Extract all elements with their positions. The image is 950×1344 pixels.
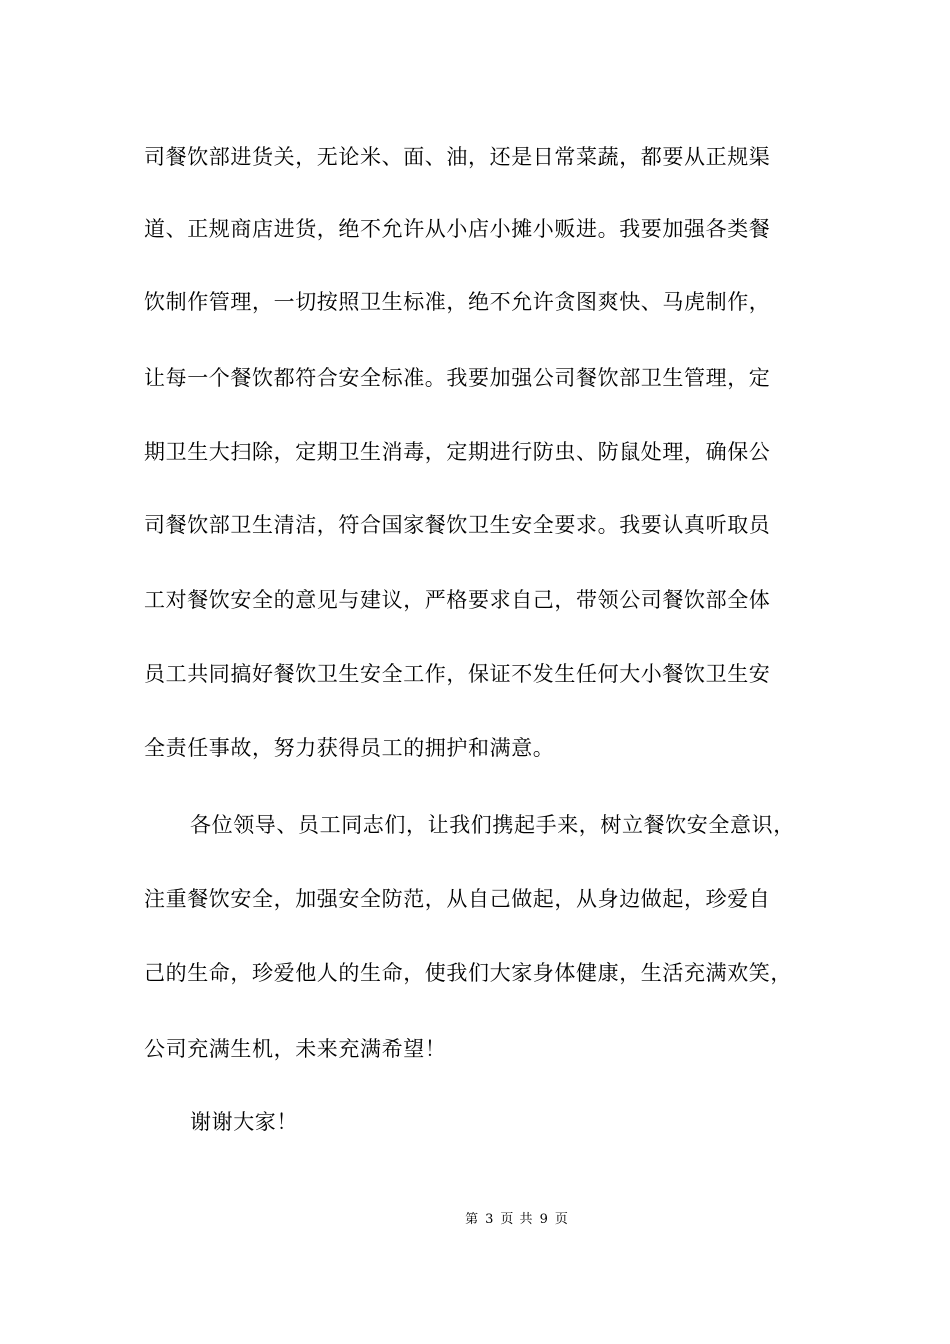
paragraph-2-line-3: 己的生命，珍爱他人的生命，使我们大家身体健康，生活充满欢笑， — [144, 961, 792, 985]
footer-middle: 页 共 — [500, 1212, 534, 1227]
paragraph-2-line-1: 各位领导、员工同志们，让我们携起手来，树立餐饮安全意识， — [190, 813, 795, 837]
paragraph-2-line-2: 注重餐饮安全，加强安全防范，从自己做起，从身边做起，珍爱自 — [144, 887, 771, 911]
paragraph-1-line-4: 让每一个餐饮都符合安全标准。我要加强公司餐饮部卫生管理，定 — [144, 366, 771, 390]
footer-current-page: 3 — [485, 1212, 495, 1227]
paragraph-1-line-1: 司餐饮部进货关，无论米、面、油，还是日常菜蔬，都要从正规渠 — [144, 145, 771, 169]
paragraph-1-line-5: 期卫生大扫除，定期卫生消毒，定期进行防虫、防鼠处理，确保公 — [144, 440, 771, 464]
paragraph-1-line-6: 司餐饮部卫生清洁，符合国家餐饮卫生安全要求。我要认真听取员 — [144, 513, 771, 537]
closing-line: 谢谢大家！ — [190, 1110, 298, 1134]
paragraph-1-line-9: 全责任事故，努力获得员工的拥护和满意。 — [144, 736, 555, 760]
paragraph-2-line-4: 公司充满生机，未来充满希望！ — [144, 1037, 447, 1061]
paragraph-1-line-8: 员工共同搞好餐饮卫生安全工作，保证不发生任何大小餐饮卫生安 — [144, 662, 771, 686]
footer-total-pages: 9 — [539, 1212, 549, 1227]
paragraph-1-line-2: 道、正规商店进货，绝不允许从小店小摊小贩进。我要加强各类餐 — [144, 217, 771, 241]
footer-suffix: 页 — [554, 1212, 569, 1227]
paragraph-1-line-7: 工对餐饮安全的意见与建议，严格要求自己，带领公司餐饮部全体 — [144, 588, 771, 612]
paragraph-1-line-3: 饮制作管理，一切按照卫生标准，绝不允许贪图爽快、马虎制作， — [144, 290, 771, 314]
page-footer — [0, 1208, 950, 1227]
footer-prefix: 第 — [465, 1212, 480, 1227]
